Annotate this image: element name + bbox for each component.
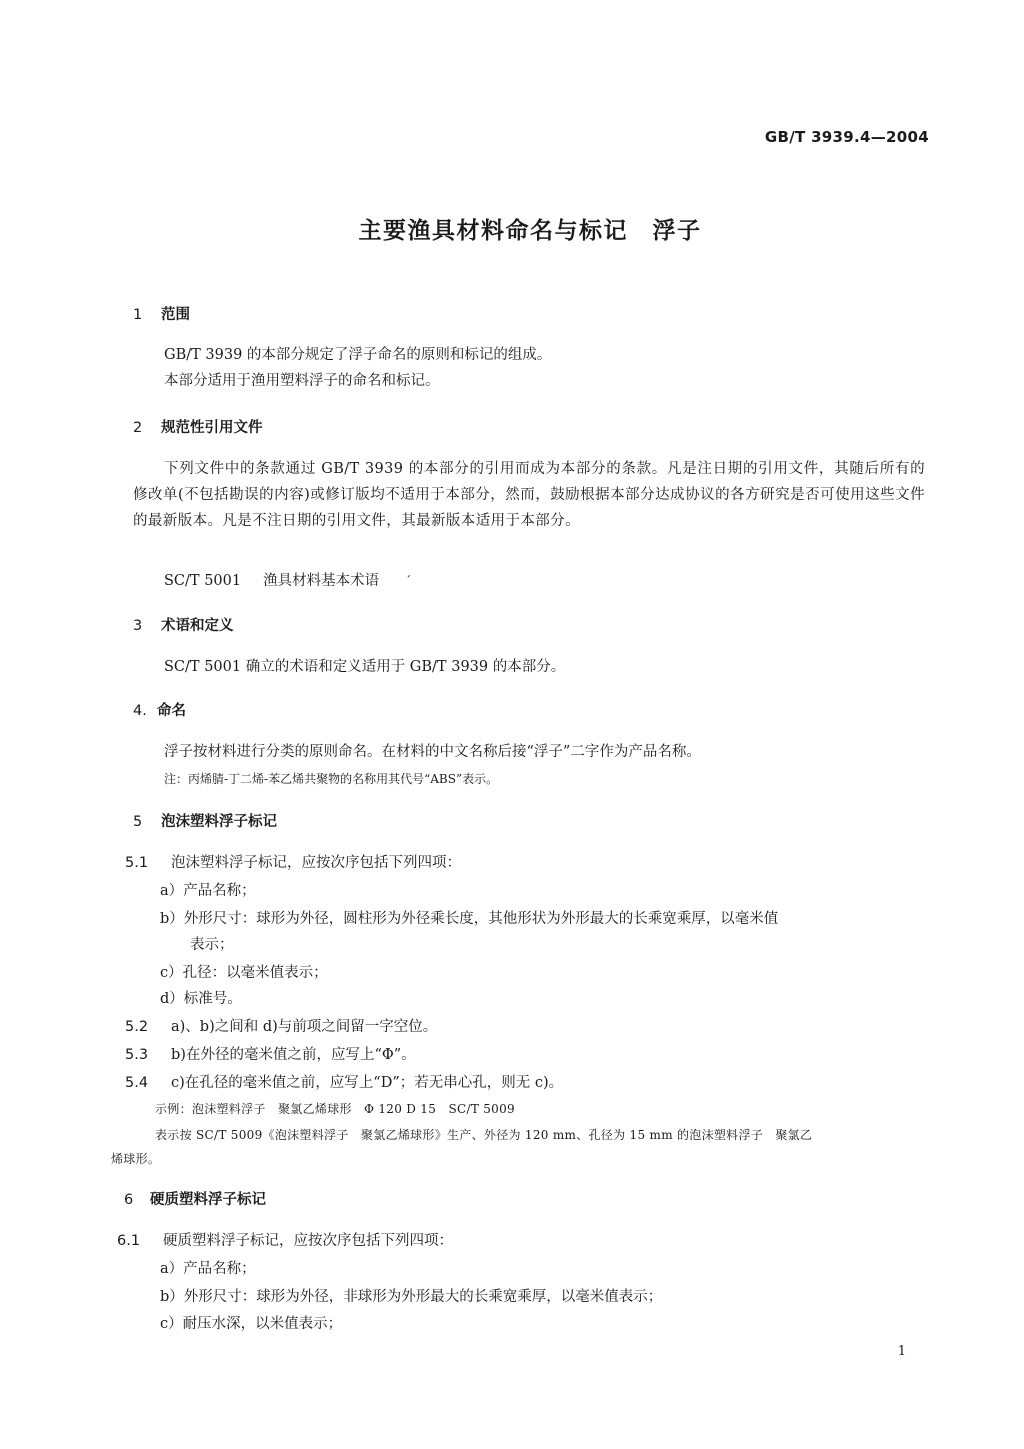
section-number: 1: [133, 307, 143, 323]
page-number: 1: [897, 1344, 906, 1359]
example-line: 示例：泡沫塑料浮子 聚氯乙烯球形 Φ 120 D 15 SC/T 5009: [155, 1102, 515, 1116]
section-title: 硬质塑料浮子标记: [150, 1192, 266, 1208]
clause-number: 5.1: [125, 855, 149, 871]
section-number: 5: [133, 814, 143, 830]
section-title: 术语和定义: [161, 618, 234, 634]
section-1-heading: [133, 303, 190, 324]
list-item-c: c）耐压水深，以米值表示；: [160, 1316, 343, 1332]
example-explanation: 表示按 SC/T 5009《泡沫塑料浮子 聚氯乙烯球形》生产、外径为 120 mm、孔径为 15 mm 的泡沫塑料浮子 聚氯乙: [155, 1128, 813, 1142]
clause-text: 泡沫塑料浮子标记，应按次序包括下列四项：: [171, 855, 461, 871]
section-2-paragraph: 下列文件中的条款通过 GB/T 3939 的本部分的引用而成为本部分的条款。凡是注日期的引用文件，其随后所有的修改单(不包括勘误的内容)或修订版均不适用于本部分，然而，鼓励根据本部分达成协议的各方研究是否可使用这些文件的最新版本。凡是不注日期的引用文件，其最新版本适用于本部分。: [133, 461, 925, 529]
list-item-d: d）标准号。: [160, 991, 242, 1007]
clause-5-2: [125, 1014, 437, 1040]
clause-5-1: [125, 850, 461, 876]
list-item-a: a）产品名称；: [160, 1261, 256, 1277]
section-4-para: 浮子按材料进行分类的原则命名。在材料的中文名称后接“浮子”二字作为产品名称。: [164, 744, 701, 760]
section-title: 规范性引用文件: [161, 420, 263, 436]
section-title: 泡沫塑料浮子标记: [161, 814, 277, 830]
clause-number: 5.2: [125, 1019, 149, 1035]
clause-text: c)在孔径的毫米值之前，应写上“D”；若无串心孔，则无 c)。: [171, 1075, 564, 1091]
clause-text: b)在外径的毫米值之前，应写上“Φ”。: [171, 1047, 416, 1063]
clause-text: a)、b)之间和 d)与前项之间留一字空位。: [171, 1019, 438, 1035]
section-title: 范围: [161, 307, 190, 323]
section-3-heading: [133, 614, 234, 635]
list-item-c: c）孔径：以毫米值表示；: [160, 965, 328, 981]
clause-number: 5.4: [125, 1075, 149, 1091]
document-title: 主要渔具材料命名与标记 浮子: [358, 218, 702, 244]
section-number: 6: [124, 1192, 134, 1208]
section-4-note: 注：丙烯腈-丁二烯-苯乙烯共聚物的名称用其代号“ABS”表示。: [164, 772, 499, 786]
list-item-b-continued: 表示；: [190, 937, 234, 953]
clause-number: 5.3: [125, 1047, 149, 1063]
list-item-a: a）产品名称；: [160, 883, 256, 899]
section-4-heading: [133, 699, 186, 720]
section-2-heading: [133, 416, 263, 437]
list-item-b: b）外形尺寸：球形为外径，非球形为外形最大的长乘宽乘厚，以毫米值表示；: [160, 1289, 663, 1305]
section-number: 3: [133, 618, 143, 634]
standard-code: GB/T 3939.4—2004: [764, 128, 929, 146]
reference-title: 渔具材料基本术语: [263, 573, 380, 589]
list-item-b: b）外形尺寸：球形为外径，圆柱形为外径乘长度，其他形状为外形最大的长乘宽乘厚，以毫米值: [160, 911, 779, 927]
clause-number: 6.1: [117, 1233, 141, 1249]
section-3-para: SC/T 5001 确立的术语和定义适用于 GB/T 3939 的本部分。: [164, 659, 566, 675]
clause-5-4: [125, 1070, 563, 1096]
section-1-para-2: 本部分适用于渔用塑料浮子的命名和标记。: [164, 373, 440, 389]
section-5-heading: [133, 810, 277, 831]
section-number: 4.: [133, 703, 147, 719]
section-6-heading: [124, 1188, 266, 1209]
clause-5-3: [125, 1042, 416, 1068]
clause-text: 硬质塑料浮子标记，应按次序包括下列四项：: [163, 1233, 453, 1249]
section-title: 命名: [157, 703, 186, 719]
normative-reference: [164, 568, 411, 594]
section-1-para-1: GB/T 3939 的本部分规定了浮子命名的原则和标记的组成。: [164, 347, 552, 363]
reference-code: SC/T 5001: [164, 573, 242, 589]
clause-6-1: [117, 1228, 453, 1254]
section-number: 2: [133, 420, 143, 436]
example-explanation-continued: 烯球形。: [111, 1152, 161, 1166]
stray-mark: ´: [405, 574, 412, 588]
